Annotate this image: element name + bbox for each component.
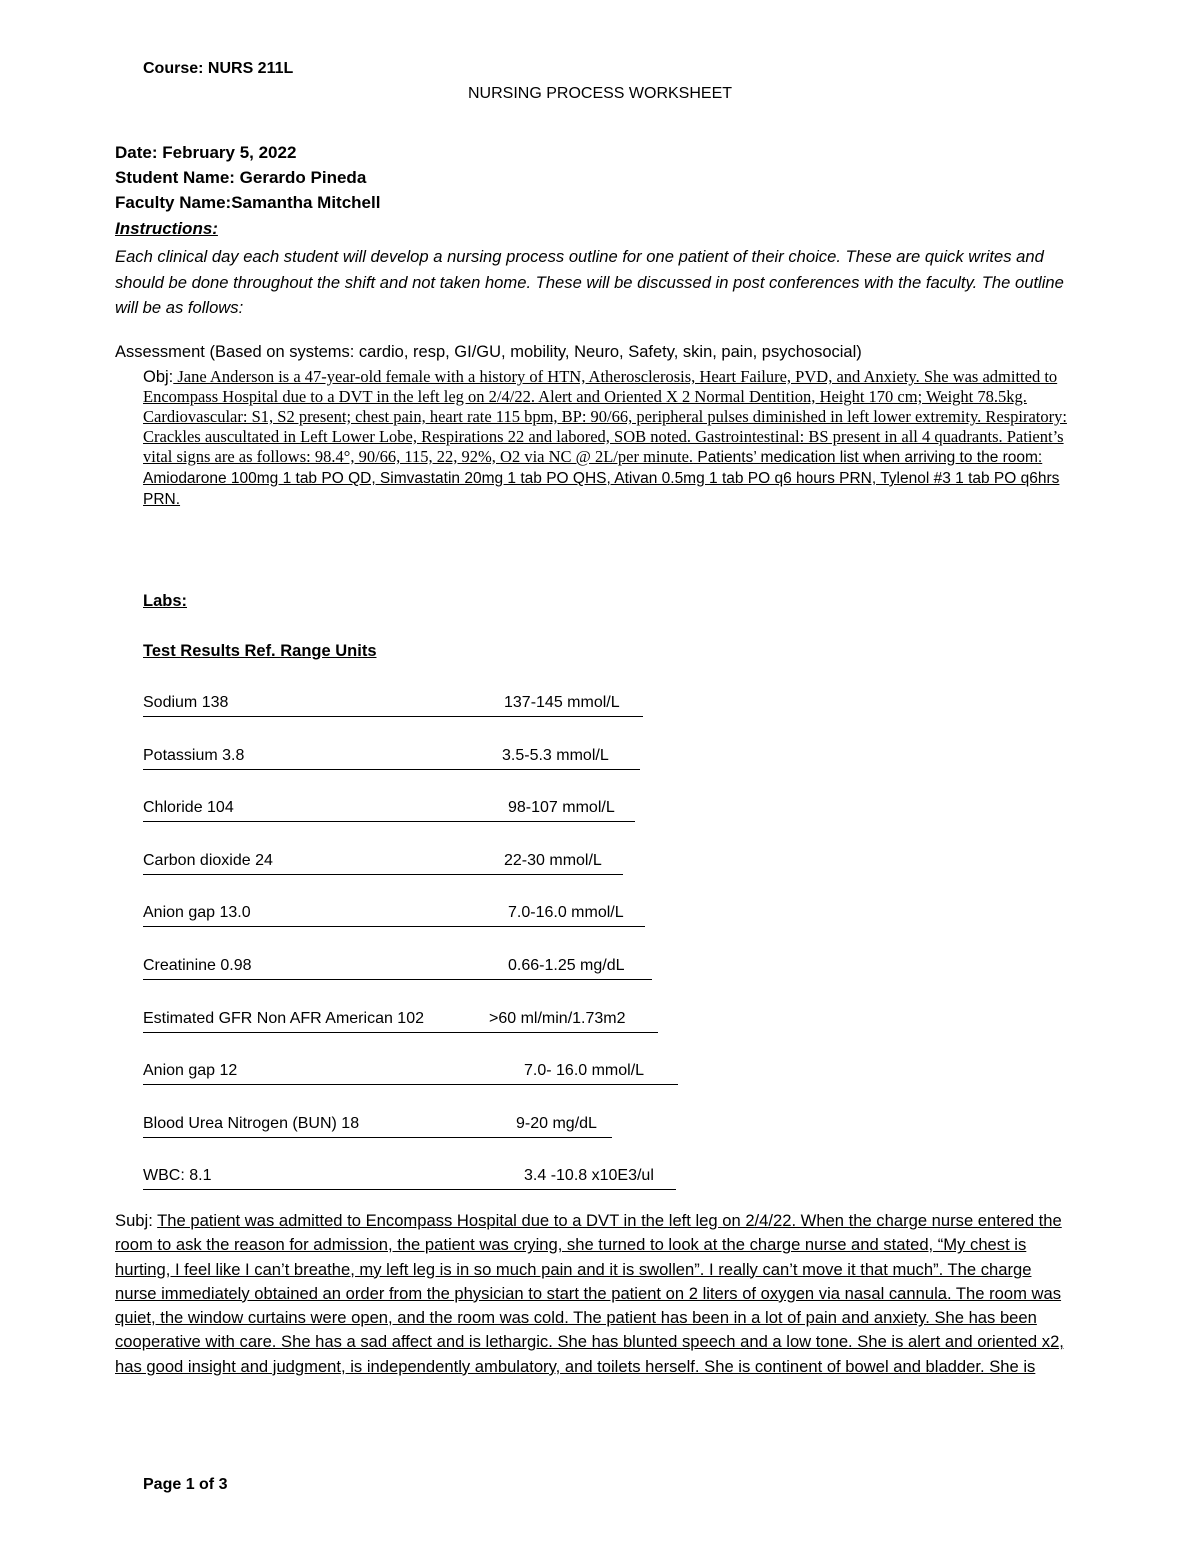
date-field: Date: February 5, 2022 xyxy=(115,143,297,162)
page-title: NURSING PROCESS WORKSHEET xyxy=(467,85,733,102)
lab-range: 98-107 mmol/L xyxy=(508,799,615,816)
objective-section xyxy=(143,367,1078,510)
lab-row xyxy=(143,957,652,980)
lab-row xyxy=(143,1010,658,1033)
faculty-name-field: Faculty Name:Samantha Mitchell xyxy=(115,193,381,212)
lab-range: 9-20 mg/dL xyxy=(516,1115,597,1132)
page-number: Page 1 of 3 xyxy=(143,1476,228,1493)
subjective-label: Subj: xyxy=(115,1211,153,1230)
medication-list: Patients’ medication list when arriving to the room: Amiodarone 100mg 1 tab PO QD, Simvastatin 20mg 1 tab PO QHS, Ativan 0.5mg 1 tab PO q6 hours PRN, Tylenol #3 1 tab PO q6hrs PRN. xyxy=(143,449,1060,508)
lab-name: Carbon dioxide 24 xyxy=(143,852,273,869)
objective-text: Jane Anderson is a 47-year-old female with a history of HTN, Atherosclerosis, Heart Failure, PVD, and Anxiety. She was admitted to Encompass Hospital due to a DVT in the left leg on 2/4/22. Alert and Oriented X 2 Normal Dentition, Height 170 cm; Weight 78.5kg. Cardiovascular: S1, S2 present; chest pain, heart rate 115 bpm, BP: 90/66, peripheral pulses diminished in left lower extremity. Respiratory: Crackles auscultated in Left Lower Lobe, Respirations 22 and labored, SOB noted. Gastrointestinal: BS present in all 4 quadrants. Patient’s vital signs are as follows: 98.4°, 90/66, 115, 22, 92%, O2 via NC @ 2L/per minute. xyxy=(143,367,1067,466)
lab-range: >60 ml/min/1.73m2 xyxy=(489,1010,626,1027)
lab-row xyxy=(143,747,640,770)
instructions-label: Instructions: xyxy=(115,219,218,238)
instructions-text: Each clinical day each student will develop a nursing process outline for one patient of their choice. These are quick writes and should be done throughout the shift and not taken home. These will be discussed in post conferences with the faculty. The outline will be as follows: xyxy=(115,247,1064,317)
lab-range: 0.66-1.25 mg/dL xyxy=(508,957,625,974)
labs-column-header: Test Results Ref. Range Units xyxy=(143,642,377,660)
course-header: Course: NURS 211L xyxy=(143,60,294,77)
lab-name: Sodium 138 xyxy=(143,694,229,711)
lab-range: 7.0- 16.0 mmol/L xyxy=(524,1062,645,1079)
lab-range: 7.0-16.0 mmol/L xyxy=(508,904,624,921)
lab-name: WBC: 8.1 xyxy=(143,1167,212,1184)
subjective-section xyxy=(115,1209,1065,1379)
assessment-heading: Assessment (Based on systems: cardio, resp, GI/GU, mobility, Neuro, Safety, skin, pain, psychosocial) xyxy=(115,343,862,361)
lab-name: Anion gap 12 xyxy=(143,1062,238,1079)
lab-row xyxy=(143,694,643,717)
lab-range: 3.4 -10.8 x10E3/ul xyxy=(524,1167,654,1184)
lab-range: 3.5-5.3 mmol/L xyxy=(502,747,609,764)
lab-row xyxy=(143,1115,612,1138)
labs-heading: Labs: xyxy=(143,592,188,610)
lab-range: 137-145 mmol/L xyxy=(504,694,620,711)
lab-name: Creatinine 0.98 xyxy=(143,957,252,974)
subjective-text: The patient was admitted to Encompass Hospital due to a DVT in the left leg on 2/4/22. When the charge nurse entered the room to ask the reason for admission, the patient was crying, she turned to look at the charge nurse and stated, “My chest is hurting, I feel like I can’t breathe, my left leg is in so much pain and it is swollen”. I really can’t move it that much”. The charge nurse immediately obtained an order from the physician to start the patient on 2 liters of oxygen via nasal cannula. The room was quiet, the window curtains were open, and the room was cold. The patient has been in a lot of pain and anxiety. She has been cooperative with care. She has a sad affect and is lethargic. She has blunted speech and a low tone. She is alert and oriented x2, has good insight and judgment, is independently ambulatory, and toilets herself. She is continent of bowel and bladder. She is xyxy=(115,1211,1064,1376)
lab-row xyxy=(143,1167,676,1190)
objective-label: Obj: xyxy=(143,368,174,386)
lab-name: Anion gap 13.0 xyxy=(143,904,251,921)
lab-row xyxy=(143,799,635,822)
lab-name: Chloride 104 xyxy=(143,799,234,816)
lab-range: 22-30 mmol/L xyxy=(504,852,602,869)
lab-row xyxy=(143,904,645,927)
lab-row xyxy=(143,1062,678,1085)
student-name-field: Student Name: Gerardo Pineda xyxy=(115,168,367,187)
lab-name: Potassium 3.8 xyxy=(143,747,245,764)
lab-name: Estimated GFR Non AFR American 102 xyxy=(143,1010,424,1027)
lab-name: Blood Urea Nitrogen (BUN) 18 xyxy=(143,1115,360,1132)
lab-row xyxy=(143,852,623,875)
